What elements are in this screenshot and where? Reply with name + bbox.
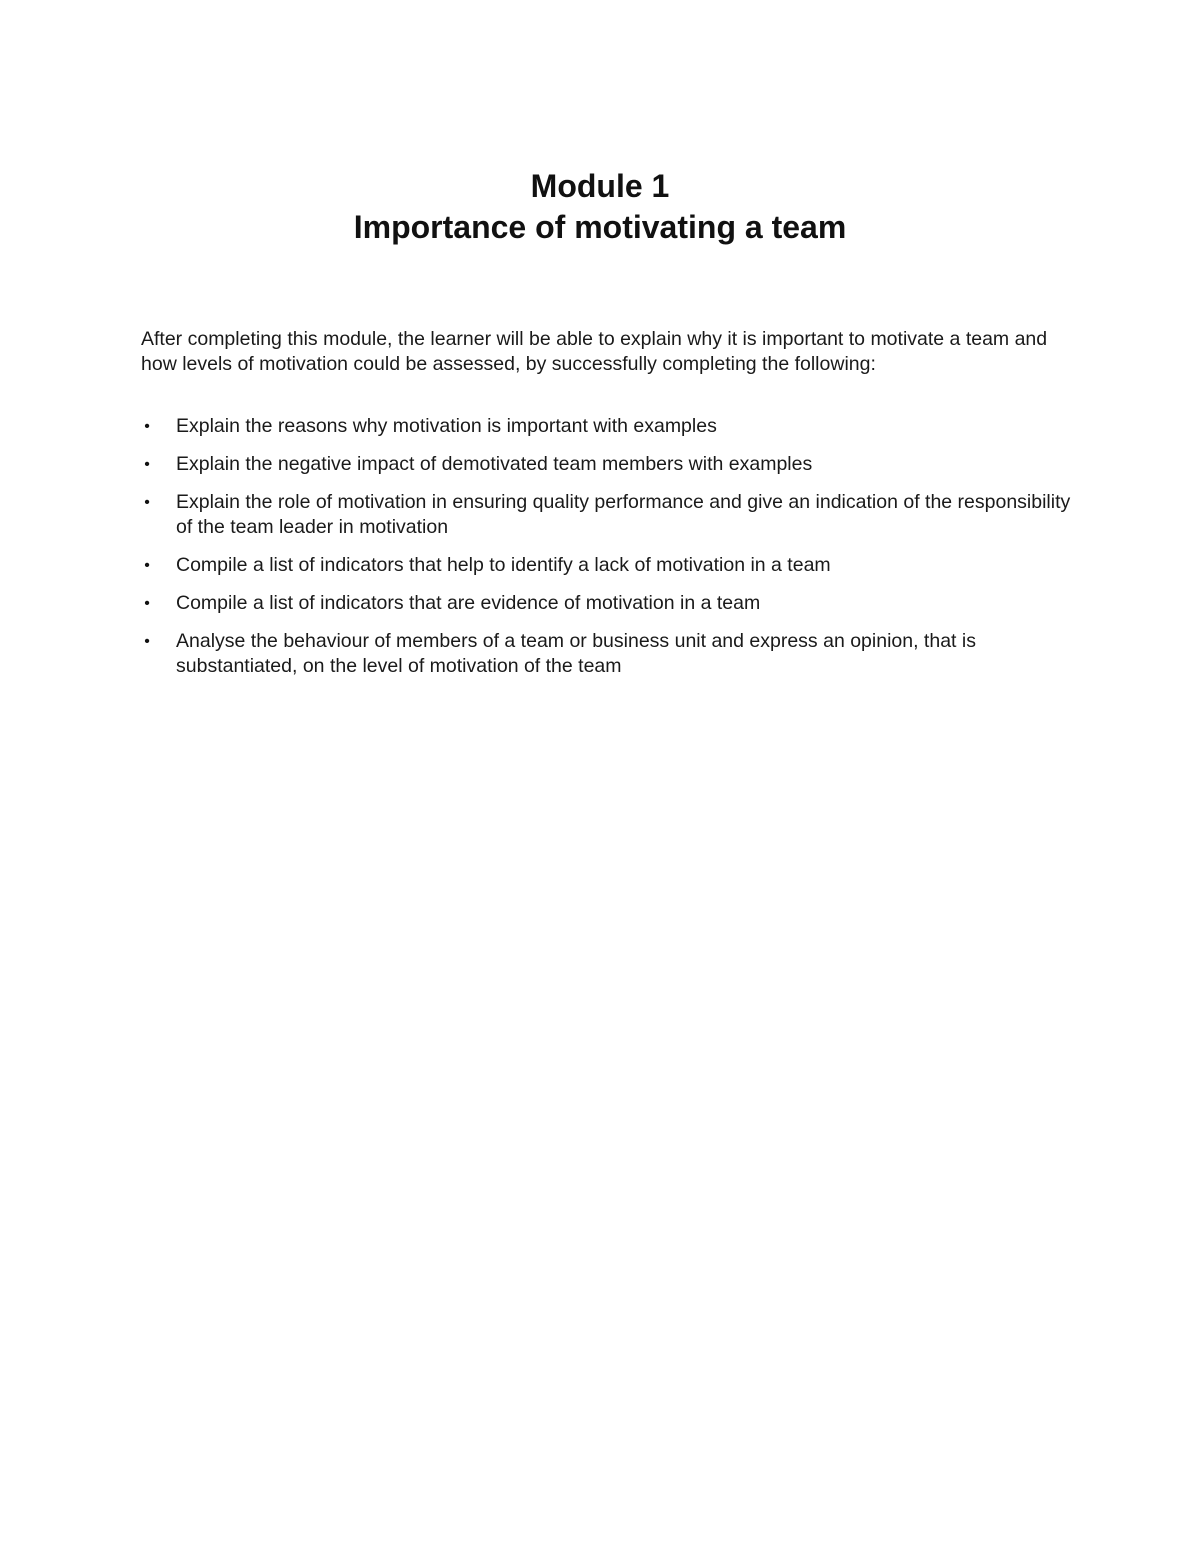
objective-text: Analyse the behaviour of members of a team or business unit and express an opinion, that is substantiated, on the level of motivation of the team [176,630,976,677]
list-item [141,553,1071,578]
bullet-icon: • [144,456,150,473]
intro-paragraph: After completing this module, the learner will be able to explain why it is important to motivate a team and how levels of motivation could be assessed, by successfully completing the following: [141,328,1048,375]
bullet-icon: • [144,557,150,574]
module-title-block [0,166,1200,248]
list-item [141,452,1071,477]
bullet-icon: • [144,494,150,511]
objective-text: Explain the reasons why motivation is important with examples [176,415,717,437]
list-item [141,591,1071,616]
list-item [141,490,1071,540]
objective-text: Explain the role of motivation in ensuring quality performance and give an indication of the responsibility of the team leader in motivation [176,491,1071,538]
learning-objectives-list [141,414,1071,692]
bullet-icon: • [144,418,150,435]
list-item [141,414,1071,439]
module-title-heading: Importance of motivating a team [353,209,847,245]
objective-text: Compile a list of indicators that help to identify a lack of motivation in a team [176,554,831,576]
objective-text: Explain the negative impact of demotivated team members with examples [176,453,813,475]
list-item [141,629,1071,679]
objective-text: Compile a list of indicators that are evidence of motivation in a team [176,592,761,614]
bullet-icon: • [144,595,150,612]
module-number-heading: Module 1 [530,168,670,204]
bullet-icon: • [144,633,150,650]
